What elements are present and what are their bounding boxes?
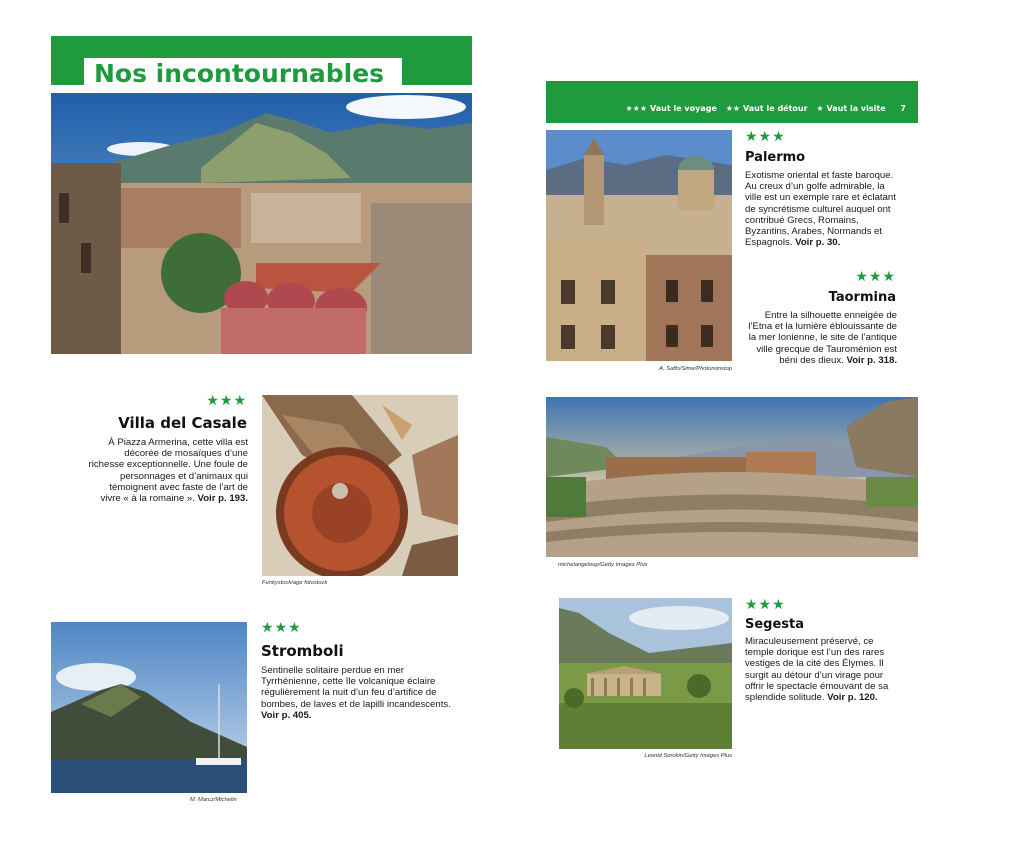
palermo-text: Exotisme oriental et faste baroque. Au creux d’un golfe admirable, la ville est un exemple rare et éclatant de syncrétisme culturel auquel ont contribué Grecs, Romains, Byzantins, Arabes, Normands et Espagnols. <box>745 170 896 249</box>
segesta-text: Miraculeusement préservé, ce temple dorique est l’un des rares vestiges de la cité des Élymes. Il surgit au détour d’un virage pour offrir le spectacle émouvant de sa splendide solitude. <box>745 636 889 704</box>
taormina-page-ref: Voir p. 318. <box>846 354 897 366</box>
villa-mosaic-photo <box>262 395 458 576</box>
villa-page-ref: Voir p. 193. <box>197 493 248 505</box>
palermo-description <box>745 170 897 248</box>
segesta-description <box>745 636 900 703</box>
section-title: Nos incontournables <box>94 59 385 88</box>
palermo-panorama-photo <box>51 93 472 354</box>
stromboli-page-ref: Voir p. 405. <box>261 709 312 721</box>
legend-two-stars: ★★ Vaut le détour <box>725 104 808 113</box>
theatre-photo-credit: michelangeloop/Getty Images Plus <box>558 562 648 568</box>
segesta-photo-credit: Leonid Sorokin/Getty Images Plus <box>644 753 732 759</box>
villa-description <box>88 437 248 504</box>
stromboli-title: Stromboli <box>261 642 344 660</box>
segesta-page-ref: Voir p. 120. <box>827 692 878 704</box>
villa-title: Villa del Casale <box>118 414 247 432</box>
palermo-cathedral-photo <box>546 130 732 361</box>
segesta-rating-stars: ★★★ <box>745 597 786 613</box>
taormina-description <box>742 310 897 366</box>
villa-photo-credit: Funkystock/age fotostock <box>262 580 328 586</box>
taormina-rating-stars: ★★★ <box>855 269 896 285</box>
palermo-rating-stars: ★★★ <box>745 129 786 145</box>
segesta-photo <box>559 598 732 749</box>
palermo-page-ref: Voir p. 30. <box>795 237 841 249</box>
stromboli-rating-stars: ★★★ <box>261 620 302 636</box>
stromboli-photo-credit: M. Marcz/Michelin <box>190 797 237 803</box>
palermo-photo-credit: A. Saffo/Sime/Photononstop <box>659 366 732 372</box>
taormina-theatre-photo <box>546 397 918 557</box>
right-header-band <box>546 81 918 123</box>
stromboli-text: Sentinelle solitaire perdue en mer Tyrrhénienne, cette île volcanique éclaire régulièrement la nuit d’un feu d’artifice de bombes, de laves et de lapilli incandescents. <box>261 665 451 710</box>
legend-one-star: ★ Vaut la visite <box>816 104 886 113</box>
villa-rating-stars: ★★★ <box>206 393 247 409</box>
star-legend <box>546 104 906 113</box>
stromboli-photo <box>51 622 247 793</box>
legend-three-stars: ★★★ Vaut le voyage <box>625 104 717 113</box>
taormina-title: Taormina <box>828 290 896 305</box>
segesta-title: Segesta <box>745 617 805 632</box>
stromboli-description <box>261 665 459 721</box>
palermo-title: Palermo <box>745 150 806 165</box>
villa-text: À Piazza Armerina, cette villa est décorée de mosaïques d’une richesse exceptionnelle. Une foule de personnages et d’animaux qui témoignent avec faste de l’art de vivre « à la romaine ». <box>88 437 248 505</box>
taormina-text: Entre la silhouette enneigée de l’Etna et la lumière éblouissante de la mer Ionienne, le site de l’antique ville grecque de Tauroménion est béni des dieux. <box>748 310 897 366</box>
page-number: 7 <box>900 104 906 113</box>
